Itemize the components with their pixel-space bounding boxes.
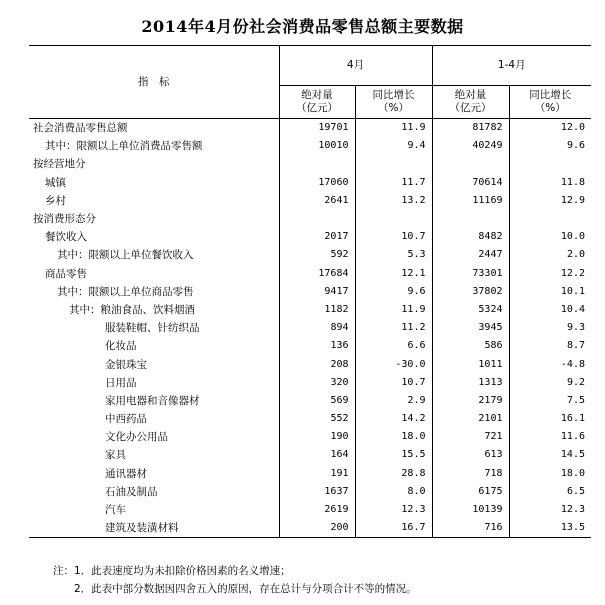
cell-value: 14.5 [509,446,591,464]
table-row [29,465,591,483]
table-row [29,137,591,155]
cell-value: -4.8 [509,355,591,373]
cell-value: -30.0 [355,355,432,373]
col-header-growth: 同比增长 （%） [509,86,591,119]
row-label: 金银珠宝 [105,358,147,371]
cell-value: 17684 [279,265,355,283]
table-row [29,446,591,464]
cell-value: 9417 [279,283,355,301]
row-label: 家用电器和音像器材 [105,394,200,407]
cell-value: 73301 [432,265,509,283]
cell-value: 70614 [432,174,509,192]
row-label: 其中：限额以上单位商品零售 [57,285,194,298]
cell-value: 2017 [279,228,355,246]
table-row [29,519,591,538]
cell-value: 10.7 [355,228,432,246]
row-label: 其中：限额以上单位餐饮收入 [57,249,194,262]
cell-value: 552 [279,410,355,428]
cell-value: 5.3 [355,246,432,264]
row-label: 文化办公用品 [105,431,168,444]
cell-value: 16.7 [355,519,432,538]
cell-value: 586 [432,337,509,355]
table-row [29,374,591,392]
cell-value: 12.2 [509,265,591,283]
cell-value [355,155,432,173]
cell-value: 10.4 [509,301,591,319]
footnote: 2．此表中部分数据因四舍五入的原因，存在总计与分项合计不等的情况。 [53,583,417,595]
cell-value: 11.7 [355,174,432,192]
row-label: 汽车 [105,504,126,517]
cell-value: 18.0 [355,428,432,446]
cell-value: 10010 [279,137,355,155]
cell-value: 8.0 [355,483,432,501]
cell-value: 2179 [432,392,509,410]
table-row [29,337,591,355]
cell-value [432,210,509,228]
cell-value [509,155,591,173]
cell-value: 19701 [279,119,355,138]
cell-value: 2619 [279,501,355,519]
cell-value [432,155,509,173]
cell-value: 9.2 [509,374,591,392]
col-header-abs: 绝对量 （亿元） [279,86,355,119]
cell-value: 10.7 [355,374,432,392]
cell-value: 320 [279,374,355,392]
cell-value: 12.1 [355,265,432,283]
row-label: 中西药品 [105,413,147,426]
table-row [29,192,591,210]
row-label: 商品零售 [45,267,87,280]
indicator-header: 指 标 [29,46,279,119]
cell-value: 592 [279,246,355,264]
row-label: 建筑及装潢材料 [29,519,279,538]
row-label: 化妆品 [105,340,137,353]
cell-value: 10.1 [509,283,591,301]
row-label: 家具 [105,449,126,462]
table-row [29,210,591,228]
row-label: 乡村 [45,194,66,207]
row-label: 社会消费品零售总额 [33,122,128,135]
cell-value: 28.8 [355,465,432,483]
col-header-abs: 绝对量 （亿元） [432,86,509,119]
col-header-growth: 同比增长 （%） [355,86,432,119]
cell-value: 208 [279,355,355,373]
cell-value: 7.5 [509,392,591,410]
cell-value: 1637 [279,483,355,501]
cell-value: 6.6 [355,337,432,355]
cell-value: 2447 [432,246,509,264]
cell-value [355,210,432,228]
cell-value: 10139 [432,501,509,519]
cell-value: 200 [279,519,355,538]
cell-value: 2641 [279,192,355,210]
row-label: 其中：粮油食品、饮料烟酒 [69,303,195,316]
table-row [29,283,591,301]
cell-value: 11169 [432,192,509,210]
table-row [29,355,591,373]
cell-value: 12.0 [509,119,591,138]
row-label: 城镇 [45,176,66,189]
table-row [29,228,591,246]
cell-value: 81782 [432,119,509,138]
cell-value: 6175 [432,483,509,501]
cell-value: 9.6 [355,283,432,301]
cell-value: 17060 [279,174,355,192]
cell-value: 9.3 [509,319,591,337]
cell-value: 8.7 [509,337,591,355]
row-label: 按经营地分 [33,158,86,171]
cell-value: 716 [432,519,509,538]
cell-value: 718 [432,465,509,483]
page-title: 2014年4月份社会消费品零售总额主要数据 [141,17,464,36]
group-header-jan-apr: 1-4月 [432,46,591,86]
table-row [29,428,591,446]
cell-value: 164 [279,446,355,464]
cell-value: 1182 [279,301,355,319]
cell-value: 721 [432,428,509,446]
cell-value: 6.5 [509,483,591,501]
cell-value: 8482 [432,228,509,246]
cell-value: 2.9 [355,392,432,410]
row-label: 其中：限额以上单位消费品零售额 [45,140,203,153]
cell-value: 15.5 [355,446,432,464]
row-label: 服装鞋帽、针纺织品 [105,322,200,335]
footnotes [53,562,417,598]
table-row [29,483,591,501]
cell-value [279,155,355,173]
table-row [29,265,591,283]
cell-value: 894 [279,319,355,337]
cell-value [279,210,355,228]
table-row [29,410,591,428]
row-label: 日用品 [105,376,137,389]
cell-value: 12.9 [509,192,591,210]
cell-value: 18.0 [509,465,591,483]
table-row [29,174,591,192]
table-row [29,246,591,264]
cell-value: 569 [279,392,355,410]
cell-value: 40249 [432,137,509,155]
cell-value: 12.3 [509,501,591,519]
table-row [29,155,591,173]
cell-value: 1011 [432,355,509,373]
cell-value: 5324 [432,301,509,319]
cell-value: 16.1 [509,410,591,428]
cell-value: 9.4 [355,137,432,155]
table-row [29,319,591,337]
table-row [29,392,591,410]
cell-value: 136 [279,337,355,355]
cell-value: 11.6 [509,428,591,446]
row-label: 石油及制品 [105,485,158,498]
cell-value: 191 [279,465,355,483]
cell-value: 3945 [432,319,509,337]
cell-value: 190 [279,428,355,446]
cell-value: 12.3 [355,501,432,519]
table-row [29,119,591,138]
cell-value: 13.5 [509,519,591,538]
cell-value: 11.9 [355,301,432,319]
cell-value: 11.9 [355,119,432,138]
cell-value: 9.6 [509,137,591,155]
cell-value: 11.2 [355,319,432,337]
cell-value: 1313 [432,374,509,392]
row-label: 按消费形态分 [33,213,96,226]
cell-value: 2.0 [509,246,591,264]
row-label: 通讯器材 [105,467,147,480]
table-row [29,301,591,319]
group-header-april: 4月 [279,46,432,86]
cell-value: 37802 [432,283,509,301]
cell-value: 14.2 [355,410,432,428]
row-label: 餐饮收入 [45,231,87,244]
data-table [29,45,591,538]
cell-value [509,210,591,228]
cell-value: 11.8 [509,174,591,192]
table-row [29,501,591,519]
cell-value: 613 [432,446,509,464]
cell-value: 2101 [432,410,509,428]
cell-value: 13.2 [355,192,432,210]
footnote: 注：1．此表速度均为未扣除价格因素的名义增速； [53,565,291,577]
cell-value: 10.0 [509,228,591,246]
